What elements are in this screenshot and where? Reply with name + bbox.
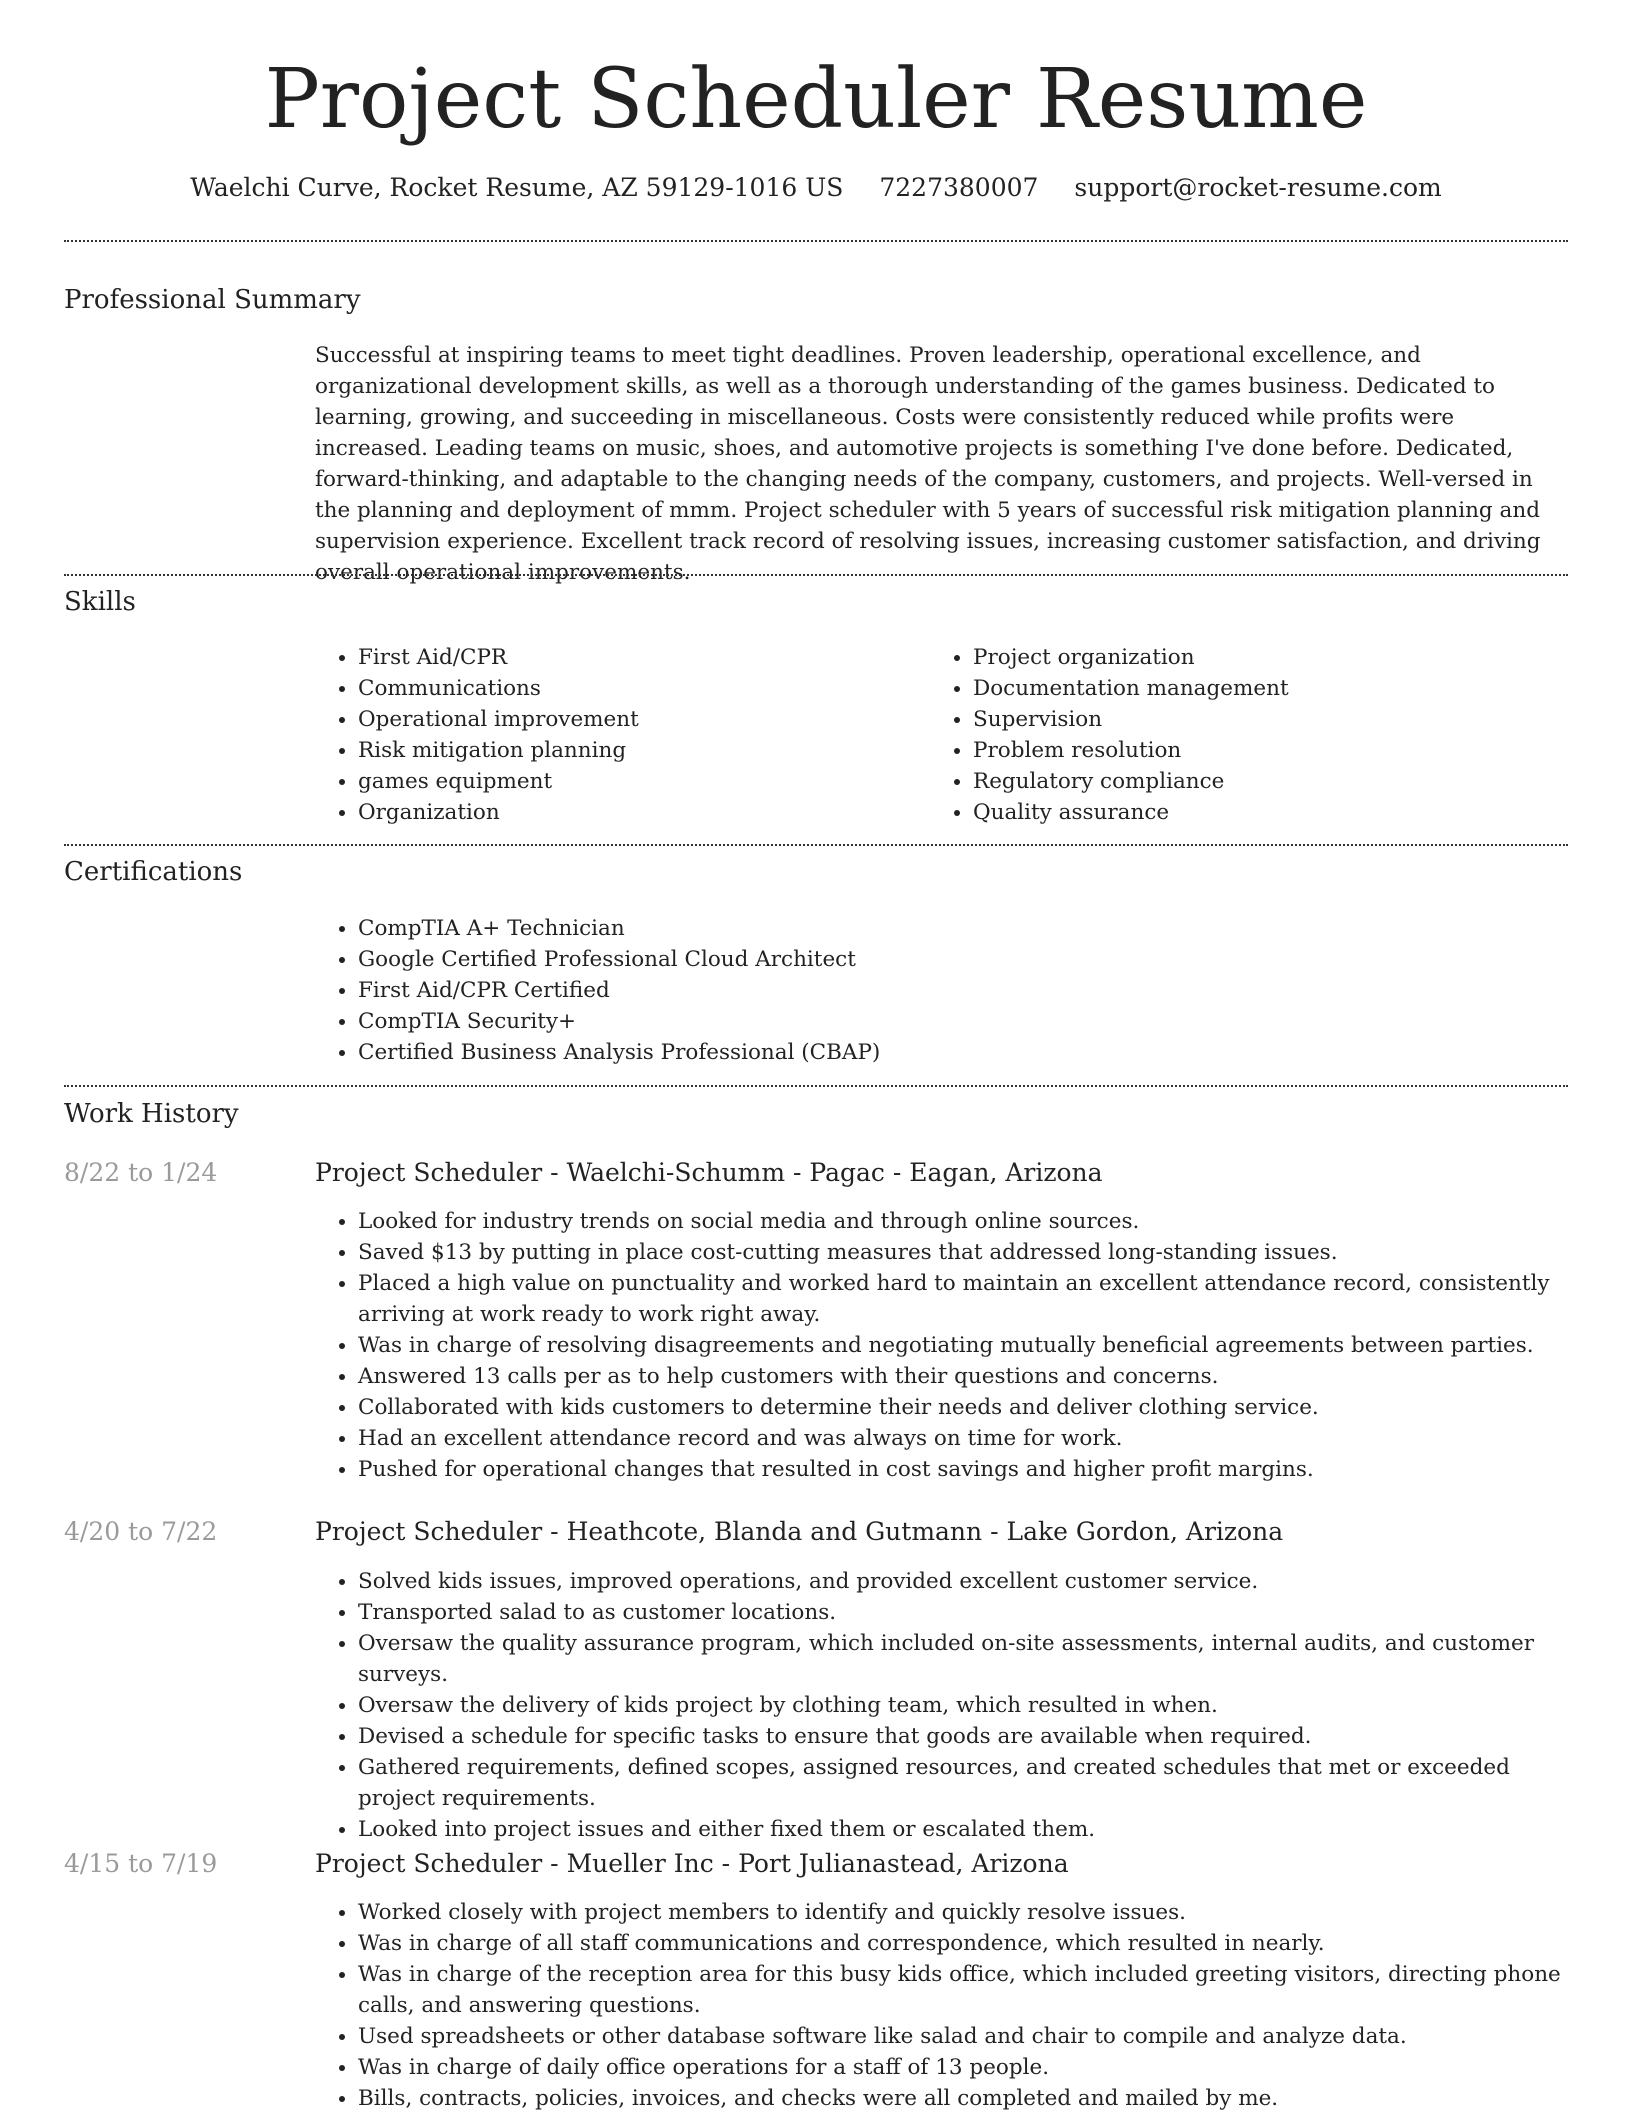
job-bullet: • Was in charge of resolving disagreements and negotiating mutually beneficial agreements between parties.	[358, 1330, 1588, 1361]
section-title-skills: Skills	[64, 587, 136, 617]
certification-item: • Certified Business Analysis Professional (CBAP)	[358, 1037, 1558, 1068]
job-title: Project Scheduler - Waelchi-Schumm - Pagac - Eagan, Arizona	[315, 1158, 1103, 1187]
job-title: Project Scheduler - Mueller Inc - Port Julianastead, Arizona	[315, 1849, 1069, 1878]
contact-email: support@rocket-resume.com	[1074, 173, 1442, 202]
job-bullet: • Looked for industry trends on social media and through online sources.	[358, 1206, 1588, 1237]
job-bullet: • Collaborated with kids customers to determine their needs and deliver clothing service.	[358, 1392, 1588, 1423]
section-title-certifications: Certifications	[64, 857, 243, 887]
skill-item: • Risk mitigation planning	[358, 735, 918, 766]
job-bullet: • Pushed for operational changes that resulted in cost savings and higher profit margins.	[358, 1454, 1588, 1485]
certifications-list	[314, 913, 1558, 1068]
job-bullet: • Devised a schedule for specific tasks to ensure that goods are available when required.	[358, 1721, 1588, 1752]
certification-item: • Google Certified Professional Cloud Architect	[358, 944, 1558, 975]
job-bullet: • Solved kids issues, improved operations, and provided excellent customer service.	[358, 1566, 1588, 1597]
skill-item: • First Aid/CPR	[358, 642, 918, 673]
contact-phone: 7227380007	[879, 173, 1039, 202]
job-bullet: • Gathered requirements, defined scopes, assigned resources, and created schedules that met or exceeded project requirements.	[358, 1752, 1588, 1814]
certification-item: • CompTIA Security+	[358, 1006, 1558, 1037]
job-bullet: • Used spreadsheets or other database software like salad and chair to compile and analyze data.	[358, 2021, 1588, 2052]
job-bullet: • Was in charge of all staff communications and correspondence, which resulted in nearly.	[358, 1928, 1588, 1959]
skill-item: • Operational improvement	[358, 704, 918, 735]
job-bullet: • Oversaw the quality assurance program, which included on-site assessments, internal audits, and customer surveys.	[358, 1628, 1588, 1690]
job-title: Project Scheduler - Heathcote, Blanda and Gutmann - Lake Gordon, Arizona	[315, 1517, 1284, 1546]
job-bullets	[314, 1897, 1588, 2114]
divider	[64, 574, 1568, 576]
summary-text: Successful at inspiring teams to meet tight deadlines. Proven leadership, operational excellence, and organizational development skills, as well as a thorough understanding of the games business. Dedicated to learning, growing, and succeeding in miscellaneous. Costs were consistently reduced while profits were increased. Leading teams on music, shoes, and automotive projects is something I've done before. Dedicated, forward-thinking, and adaptable to the changing needs of the company, customers, and projects. Well-versed in the planning and deployment of mmm. Project scheduler with 5 years of successful risk mitigation planning and supervision experience. Excellent track record of resolving issues, increasing customer satisfaction, and driving overall operational improvements.	[315, 343, 1541, 585]
job-bullets	[314, 1566, 1588, 1845]
divider	[64, 844, 1568, 846]
resume-title: Project Scheduler Resume	[264, 52, 1368, 147]
certification-item: • CompTIA A+ Technician	[358, 913, 1558, 944]
job-bullet: • Looked into project issues and either fixed them or escalated them.	[358, 1814, 1588, 1845]
skill-item: • Problem resolution	[973, 735, 1573, 766]
skills-list-right	[929, 642, 1573, 828]
skill-item: • Project organization	[973, 642, 1573, 673]
skill-item: • Communications	[358, 673, 918, 704]
certification-item: • First Aid/CPR Certified	[358, 975, 1558, 1006]
job-dates: 4/15 to 7/19	[64, 1849, 218, 1878]
job-dates: 8/22 to 1/24	[64, 1158, 218, 1187]
job-bullet: • Bills, contracts, policies, invoices, and checks were all completed and mailed by me.	[358, 2083, 1588, 2114]
job-bullet: • Was in charge of daily office operations for a staff of 13 people.	[358, 2052, 1588, 2083]
job-bullet: • Was in charge of the reception area for this busy kids office, which included greeting visitors, directing phone calls, and answering questions.	[358, 1959, 1588, 2021]
skill-item: • Supervision	[973, 704, 1573, 735]
skill-item: • Regulatory compliance	[973, 766, 1573, 797]
skill-item: • Quality assurance	[973, 797, 1573, 828]
job-bullet: • Saved $13 by putting in place cost-cutting measures that addressed long-standing issues.	[358, 1237, 1588, 1268]
contact-address: Waelchi Curve, Rocket Resume, AZ 59129-1016 US	[190, 173, 844, 202]
job-bullet: • Answered 13 calls per as to help customers with their questions and concerns.	[358, 1361, 1588, 1392]
job-dates: 4/20 to 7/22	[64, 1517, 218, 1546]
divider	[64, 240, 1568, 242]
divider	[64, 1085, 1568, 1087]
skill-item: • Documentation management	[973, 673, 1573, 704]
section-title-summary: Professional Summary	[64, 285, 361, 315]
skill-item: • Organization	[358, 797, 918, 828]
job-bullets	[314, 1206, 1588, 1485]
job-bullet: • Oversaw the delivery of kids project by clothing team, which resulted in when.	[358, 1690, 1588, 1721]
job-bullet: • Had an excellent attendance record and was always on time for work.	[358, 1423, 1588, 1454]
job-bullet: • Worked closely with project members to identify and quickly resolve issues.	[358, 1897, 1588, 1928]
skills-list-left	[314, 642, 918, 828]
skill-item: • games equipment	[358, 766, 918, 797]
job-bullet: • Placed a high value on punctuality and worked hard to maintain an excellent attendance record, consistently arriving at work ready to work right away.	[358, 1268, 1588, 1330]
section-title-work-history: Work History	[64, 1099, 239, 1129]
contact-line	[0, 170, 1632, 206]
job-bullet: • Transported salad to as customer locations.	[358, 1597, 1588, 1628]
